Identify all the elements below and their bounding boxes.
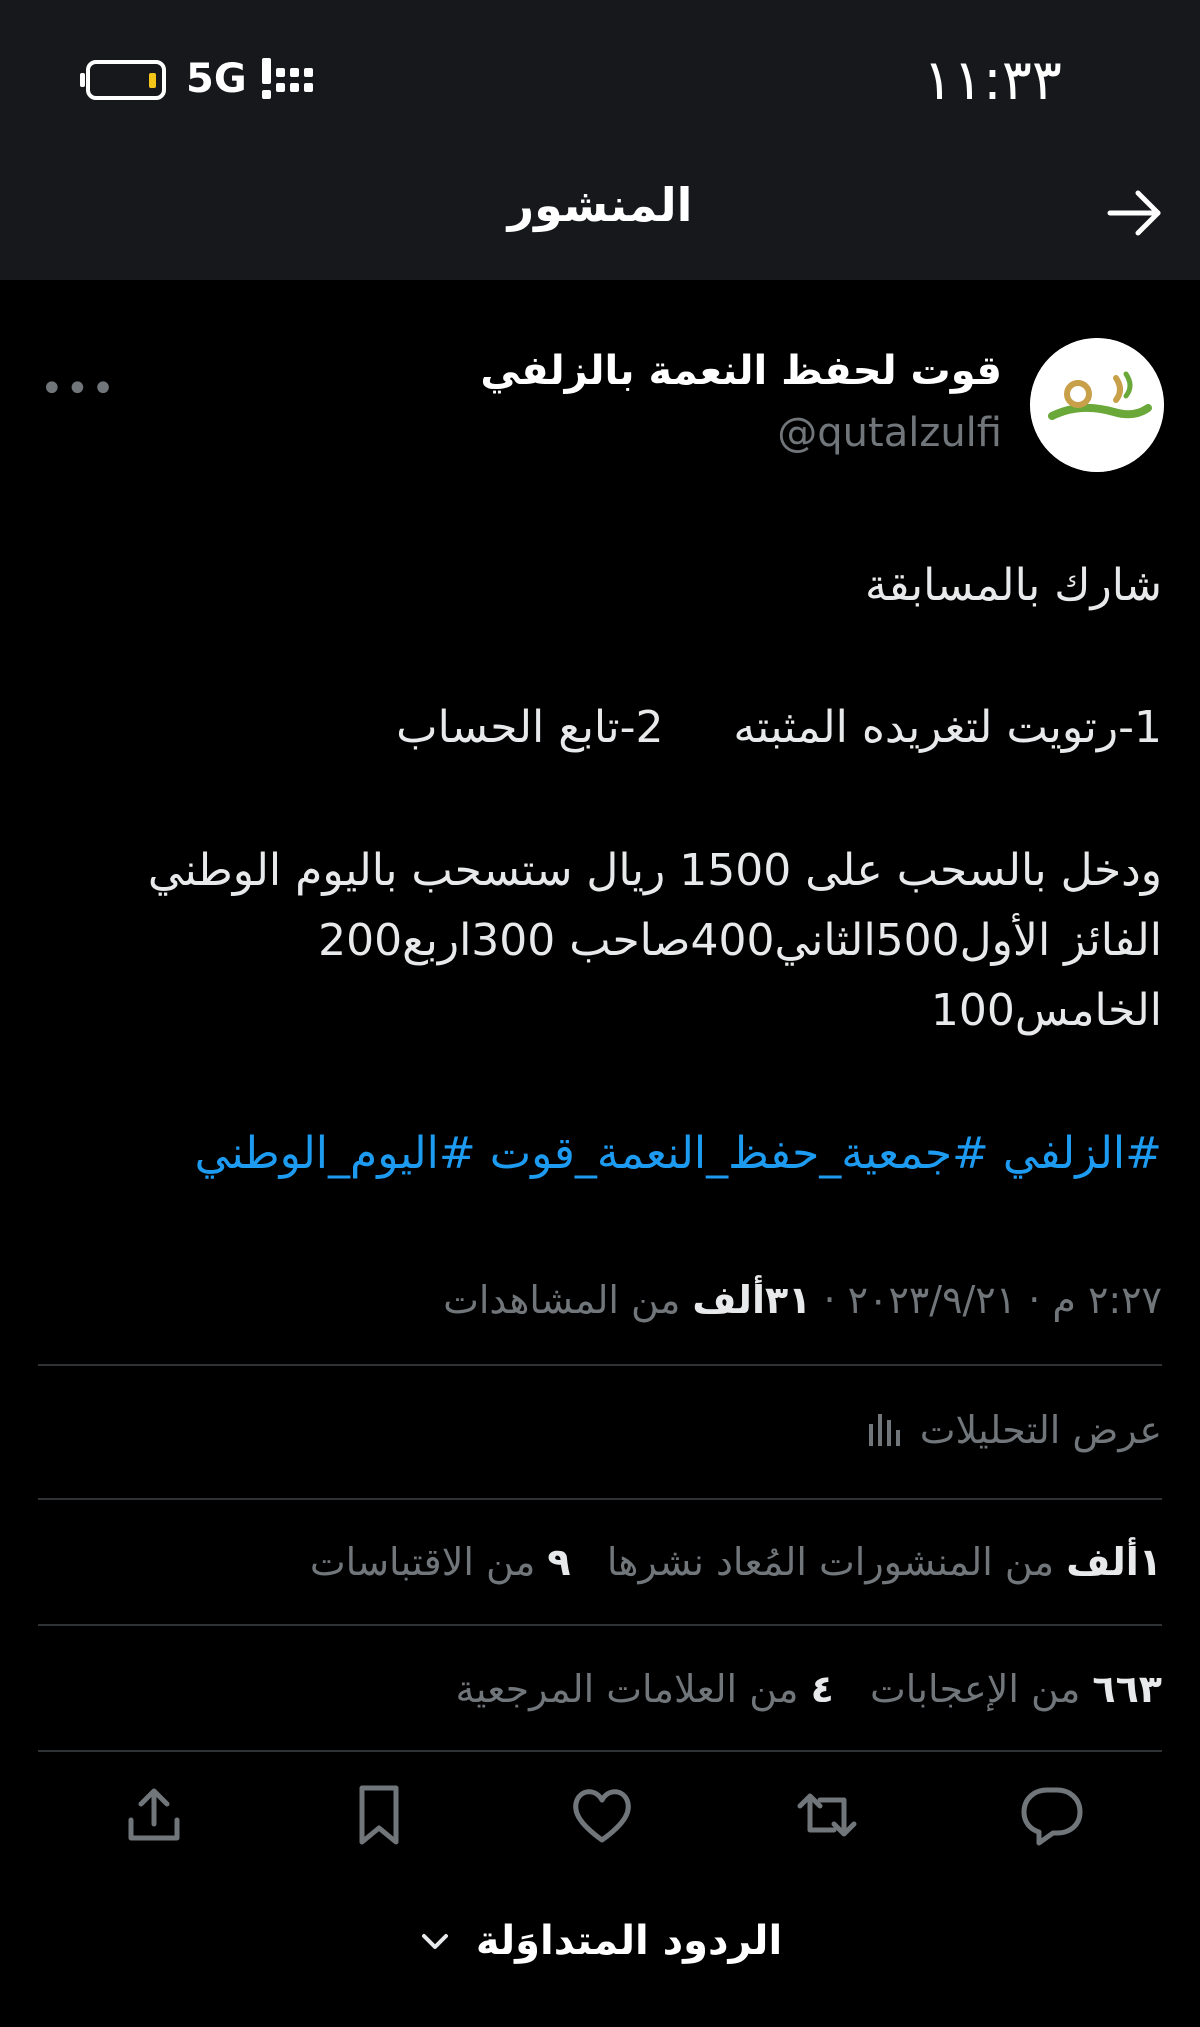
views-label: من المشاهدات (443, 1278, 693, 1322)
tweet-text-line: شارك بالمسابقة (864, 560, 1162, 611)
quotes-stat[interactable] (310, 1540, 571, 1584)
analytics-icon (866, 1410, 906, 1450)
bookmark-icon[interactable] (344, 1780, 414, 1850)
back-arrow-icon[interactable] (1104, 183, 1164, 243)
chevron-down-icon (418, 1924, 452, 1958)
tweet-text-line: الخامس100 (930, 985, 1162, 1036)
bookmarks-count: ٤ (810, 1667, 834, 1711)
network-type: 5G (186, 56, 247, 102)
divider (38, 1498, 1162, 1500)
likes-count: ٦٦٣ (1092, 1667, 1162, 1711)
divider (38, 1750, 1162, 1752)
tweet-text-line: ودخل بالسحب على 1500 ريال ستسحب باليوم الوطني (147, 845, 1162, 896)
views-count: ٣١ألف (692, 1278, 812, 1322)
repost-quote-stats (310, 1540, 1162, 1584)
clock-time: ١١:٣٣ (922, 48, 1062, 113)
share-icon[interactable] (119, 1780, 189, 1850)
more-options-icon[interactable]: ••• (40, 366, 117, 412)
quotes-count: ٩ (547, 1540, 571, 1584)
tweet-timestamp[interactable]: ٢:٢٧ م · ٢٠٢٣/٩/٢١ · (811, 1278, 1162, 1322)
author-display-name[interactable]: قوت لحفظ النعمة بالزلفي (480, 348, 1002, 394)
page-title: المنشور (507, 178, 693, 232)
likes-stat[interactable] (870, 1667, 1162, 1711)
divider (38, 1624, 1162, 1626)
replies-sort-label: الردود المتداوَلة (475, 1918, 783, 1964)
analytics-label: عرض التحليلات (919, 1408, 1162, 1452)
repost-icon[interactable] (792, 1780, 862, 1850)
view-analytics-link[interactable] (866, 1408, 1162, 1452)
tweet-meta (443, 1278, 1162, 1322)
logo-icon (1030, 338, 1164, 472)
like-bookmark-stats (455, 1667, 1162, 1711)
avatar[interactable] (1030, 338, 1164, 472)
replies-sort-toggle[interactable] (0, 1918, 1200, 1964)
signal-icon (262, 58, 313, 100)
reposts-label: من المنشورات المُعاد نشرها (606, 1540, 1067, 1584)
author-handle[interactable]: @qutalzulfi (777, 410, 1002, 456)
reply-icon[interactable] (1017, 1780, 1087, 1850)
tweet-hashtags[interactable]: #الزلفي #جمعية_حفظ_النعمة_قوت #اليوم_الوطني (194, 1128, 1162, 1179)
status-bar (0, 0, 1200, 150)
battery-icon (86, 60, 166, 100)
bookmarks-stat[interactable] (455, 1667, 833, 1711)
divider (38, 1364, 1162, 1366)
tweet-text-line: 1-رتويت لتغريده المثبته 2-تابع الحساب (396, 702, 1162, 753)
quotes-label: من الاقتباسات (309, 1540, 548, 1584)
reposts-stat[interactable] (607, 1540, 1162, 1584)
like-heart-icon[interactable] (567, 1780, 637, 1850)
bookmarks-label: من العلامات المرجعية (455, 1667, 811, 1711)
tweet-action-bar (0, 1780, 1200, 1860)
reposts-count: ١ألف (1066, 1540, 1162, 1584)
battery-icon-nub (80, 73, 85, 87)
likes-label: من الإعجابات (870, 1667, 1093, 1711)
tweet-text-line: الفائز الأول500الثاني400صاحب 300اربع200 (318, 915, 1162, 966)
